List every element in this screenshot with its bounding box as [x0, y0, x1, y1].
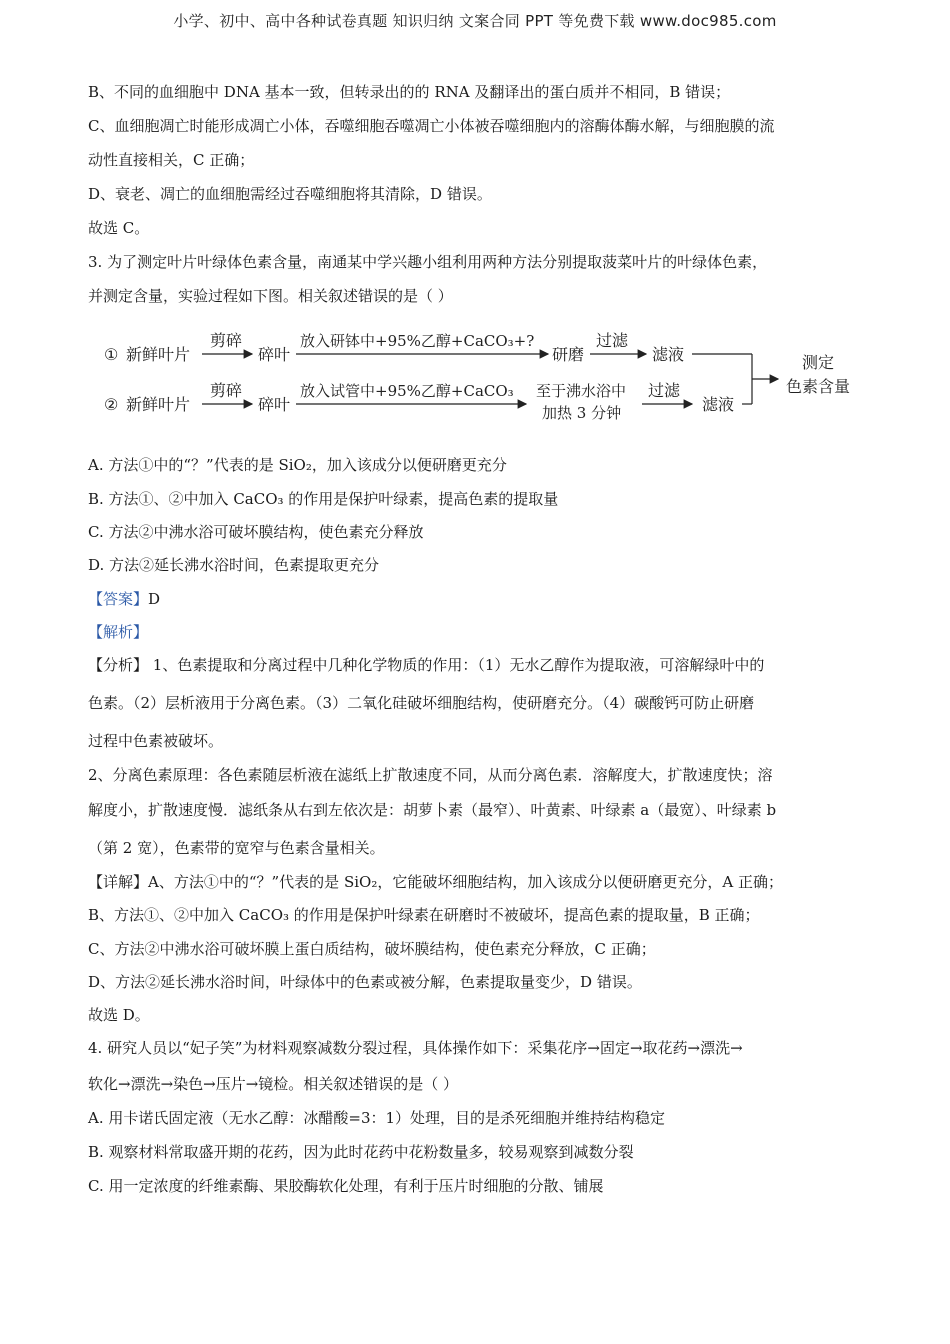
q4-stem-cont: 软化→漂洗→染色→压片→镜检。相关叙述错误的是（ ）: [88, 1075, 459, 1093]
q4-option-c: C. 用一定浓度的纤维素酶、果胶酶软化处理，有利于压片时细胞的分散、铺展: [88, 1177, 604, 1195]
xiangjie-a: A、方法①中的“？”代表的是 SiO₂，它能破坏细胞结构，加入该成分以便研磨更充分，A 正确；: [148, 873, 783, 891]
fenxi-line-5: 解度小，扩散速度慢．滤纸条从右到左依次是：胡萝卜素（最窄）、叶黄素、叶绿素 a（最宽）、叶绿素 b: [88, 801, 777, 819]
q4-option-b: B. 观察材料常取盛开期的花药，因为此时花药中花粉数量多，较易观察到减数分裂: [88, 1143, 634, 1161]
fenxi-line-6: （第 2 宽），色素带的宽窄与色素含量相关。: [88, 839, 385, 857]
row2-number: ②: [104, 395, 119, 414]
row1-filtrate: 滤液: [652, 345, 685, 364]
answer-line: [88, 589, 160, 609]
row1-chopped-leaf: 碎叶: [258, 345, 291, 364]
row2-chopped-leaf: 碎叶: [258, 395, 291, 414]
q4-option-a: A. 用卡诺氏固定液（无水乙醇：冰醋酸=3：1）处理，目的是杀死细胞并维持结构稳定: [88, 1109, 666, 1127]
xiangjie-tag: 【详解】: [88, 873, 149, 891]
row1-number: ①: [104, 345, 119, 364]
q3-stem: 3. 为了测定叶片叶绿体色素含量，南通某中学兴趣小组利用两种方法分别提取菠菜叶片的叶绿体色素，: [88, 253, 768, 271]
answer-tag: 【答案】: [88, 590, 149, 608]
result-label-1: 测定: [802, 353, 835, 372]
row2-boil-line1: 至于沸水浴中: [536, 382, 627, 400]
row1-grind: 研磨: [552, 345, 585, 364]
prev-option-c-explanation: C、血细胞凋亡时能形成凋亡小体，吞噬细胞吞噬凋亡小体被吞噬细胞内的溶酶体酶水解，与细胞膜的流: [88, 117, 775, 135]
row1-label-add: 放入研钵中+95%乙醇+CaCO₃+?: [300, 332, 535, 350]
fenxi-text-1: 1、色素提取和分离过程中几种化学物质的作用：（1）无水乙醇作为提取液，可溶解绿叶中的: [148, 656, 765, 674]
q3-option-b: B. 方法①、②中加入 CaCO₃ 的作用是保护叶绿素，提高色素的提取量: [88, 490, 559, 508]
row2-label-add: 放入试管中+95%乙醇+CaCO₃: [300, 382, 514, 400]
row1-label-cut: 剪碎: [210, 331, 243, 350]
xiangjie-b: B、方法①、②中加入 CaCO₃ 的作用是保护叶绿素在研磨时不被破坏，提高色素的提取量，B 正确；: [88, 906, 760, 924]
xiangjie-c: C、方法②中沸水浴可破坏膜上蛋白质结构，破坏膜结构，使色素充分释放，C 正确；: [88, 940, 656, 958]
row2-filtrate: 滤液: [702, 395, 735, 414]
row2-label-cut: 剪碎: [210, 381, 243, 400]
q3-stem-cont: 并测定含量，实验过程如下图。相关叙述错误的是（ ）: [88, 287, 453, 305]
row1-fresh-leaf: 新鲜叶片: [126, 345, 191, 364]
prev-option-c-explanation-cont: 动性直接相关，C 正确；: [88, 151, 255, 169]
row2-label-filter: 过滤: [648, 381, 681, 400]
fenxi-tag: 【分析】: [88, 656, 149, 674]
row2-fresh-leaf: 新鲜叶片: [126, 395, 191, 414]
prev-option-d-explanation: D、衰老、凋亡的血细胞需经过吞噬细胞将其清除，D 错误。: [88, 185, 492, 203]
row1-label-filter: 过滤: [596, 331, 629, 350]
analysis-tag-text: 【解析】: [88, 623, 149, 641]
q3-option-a: A. 方法①中的“？”代表的是 SiO₂，加入该成分以便研磨更充分: [88, 456, 507, 474]
prev-choice: 故选 C。: [88, 219, 150, 237]
q3-choice: 故选 D。: [88, 1006, 150, 1024]
row2-boil-line2: 加热 3 分钟: [542, 404, 622, 422]
fenxi-line-3: 过程中色素被破坏。: [88, 732, 224, 750]
analysis-tag: [88, 622, 148, 642]
xiangjie-line-a: [88, 872, 783, 892]
fenxi-line-1: [88, 655, 764, 675]
experiment-flow-diagram: [96, 318, 876, 436]
q3-option-c: C. 方法②中沸水浴可破坏膜结构，使色素充分释放: [88, 523, 424, 541]
xiangjie-d: D、方法②延长沸水浴时间，叶绿体中的色素或被分解，色素提取量变少，D 错误。: [88, 973, 642, 991]
result-label-2: 色素含量: [786, 377, 851, 396]
answer-value: D: [148, 590, 161, 608]
q3-option-d: D. 方法②延长沸水浴时间，色素提取更充分: [88, 556, 380, 574]
prev-option-b-explanation: B、不同的血细胞中 DNA 基本一致，但转录出的的 RNA 及翻译出的蛋白质并不相同，B 错误；: [88, 83, 731, 101]
page-header: 小学、初中、高中各种试卷真题 知识归纳 文案合同 PPT 等免费下载 www.doc985.com: [173, 12, 777, 30]
fenxi-line-2: 色素。（2）层析液用于分离色素。（3）二氧化硅破坏细胞结构，使研磨充分。（4）碳酸钙可防止研磨: [88, 694, 755, 712]
q4-stem: 4. 研究人员以“妃子笑”为材料观察减数分裂过程，具体操作如下：采集花序→固定→取花药→漂洗→: [88, 1039, 743, 1057]
fenxi-line-4: 2、分离色素原理：各色素随层析液在滤纸上扩散速度不同，从而分离色素．溶解度大，扩散速度快；溶: [88, 766, 773, 784]
